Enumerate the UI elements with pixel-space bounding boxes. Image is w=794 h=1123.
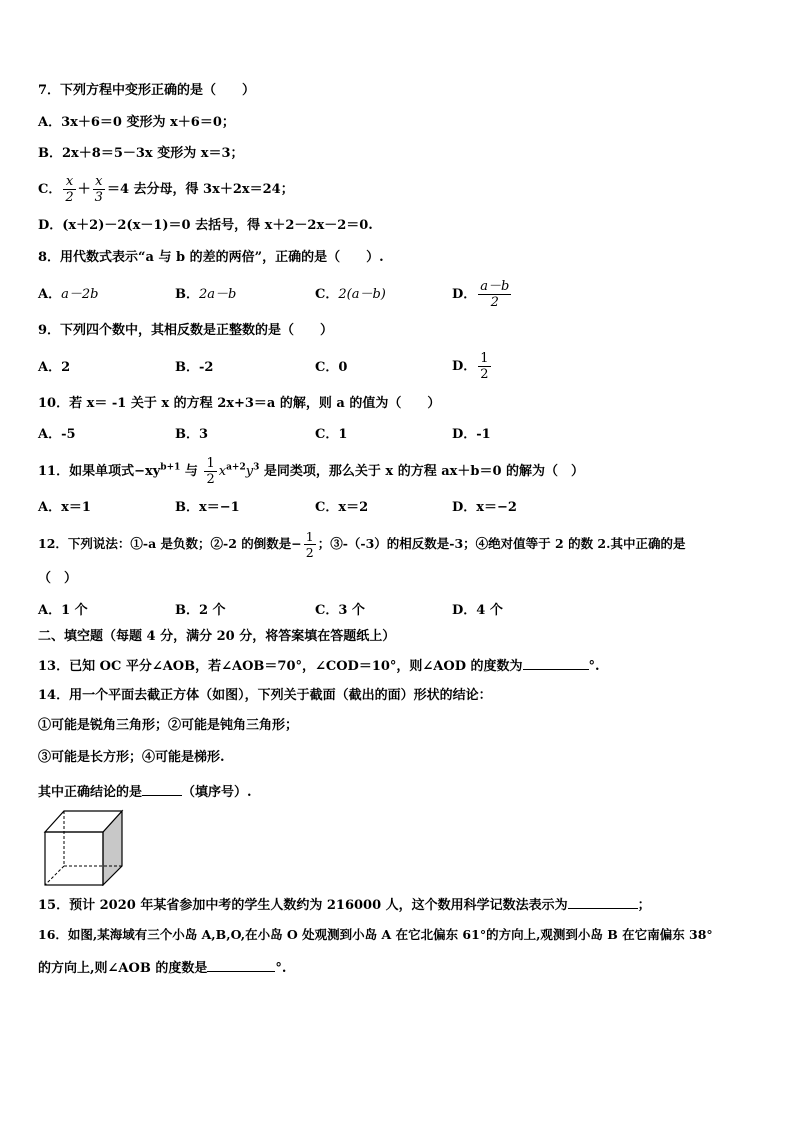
numerator: 1 bbox=[480, 351, 489, 366]
question-14-line-2: ③可能是长方形；④可能是梯形. bbox=[38, 750, 225, 765]
fraction bbox=[63, 174, 75, 205]
option-expression: 2(a－b) bbox=[338, 287, 386, 302]
fraction bbox=[93, 174, 105, 205]
stem-text: 其中正确结论的是 bbox=[38, 785, 143, 800]
option-text: ＝4 去分母，得 3x＋2x＝24； bbox=[106, 182, 294, 197]
question-11-option-c: C．x＝2 bbox=[315, 500, 369, 515]
exponent: a+2 bbox=[226, 462, 246, 473]
question-7-stem: 7．下列方程中变形正确的是（ ） bbox=[38, 83, 256, 98]
cube-front-face bbox=[45, 832, 103, 885]
stem-text: °. bbox=[275, 961, 287, 976]
fraction bbox=[478, 279, 511, 310]
question-11-option-b: B．x＝−1 bbox=[175, 500, 240, 515]
question-16-line-1: 16．如图,某海域有三个小岛 A,B,O,在小岛 O 处观测到小岛 A 在它北偏东 61°的方向上,观测到小岛 B 在它南偏东 38° bbox=[38, 927, 713, 942]
answer-blank[interactable] bbox=[142, 782, 182, 796]
question-10-stem: 10．若 x＝ -1 关于 x 的方程 2x+3＝a 的解，则 a 的值为（ ） bbox=[38, 396, 441, 411]
question-10-option-b: B．3 bbox=[175, 427, 209, 442]
question-11-stem bbox=[38, 456, 584, 487]
denominator: 2 bbox=[65, 190, 74, 205]
fraction bbox=[304, 529, 316, 560]
question-15 bbox=[38, 895, 651, 914]
answer-blank[interactable] bbox=[523, 656, 589, 670]
numerator: x bbox=[65, 174, 74, 189]
stem-text: ；③-（-3）的相反数是-3；④绝对值等于 2 的数 2.其中正确的是 bbox=[317, 536, 686, 551]
question-16-line-2 bbox=[38, 958, 286, 977]
section-2-title: 二、填空题（每题 4 分，满分 20 分，将答案填在答题纸上） bbox=[38, 629, 396, 644]
numerator: 1 bbox=[206, 456, 215, 471]
answer-blank[interactable] bbox=[568, 895, 638, 909]
question-12-option-c: C．3 个 bbox=[315, 603, 365, 618]
variable: y bbox=[245, 464, 254, 479]
question-11-option-d: D．x＝−2 bbox=[452, 500, 517, 515]
option-label: C． bbox=[38, 182, 62, 197]
question-8-option-c bbox=[315, 287, 386, 303]
stem-text: 12．下列说法：①-a 是负数；②-2 的倒数是− bbox=[38, 536, 302, 551]
numerator: 1 bbox=[305, 529, 314, 544]
question-13 bbox=[38, 656, 600, 675]
question-10-option-a: A．-5 bbox=[38, 427, 76, 442]
option-label: C． bbox=[315, 287, 339, 302]
stem-text: 13．已知 OC 平分∠AOB，若∠AOB＝70°，∠COD＝10°，则∠AOD 的度数为 bbox=[38, 659, 523, 674]
stem-text: 15．预计 2020 年某省参加中考的学生人数约为 216000 人，这个数用科学记数法表示为 bbox=[38, 898, 568, 913]
option-label: A． bbox=[38, 287, 62, 302]
exponent: b+1 bbox=[160, 462, 181, 473]
numerator: a－b bbox=[480, 279, 510, 294]
question-14-stem: 14．用一个平面去截正方体（如图），下列关于截面（截出的面）形状的结论： bbox=[38, 688, 492, 703]
question-11-option-a: A．x＝1 bbox=[38, 500, 91, 515]
question-7-option-d: D．(x＋2)－2(x－1)＝0 去括号，得 x＋2－2x－2＝0. bbox=[38, 218, 373, 233]
cube-hidden-edge bbox=[45, 866, 64, 885]
stem-text: 的方向上,则∠AOB 的度数是 bbox=[38, 961, 208, 976]
fraction bbox=[478, 351, 490, 382]
question-12-option-a: A．1 个 bbox=[38, 603, 88, 618]
denominator: 2 bbox=[478, 294, 511, 310]
question-9-stem: 9．下列四个数中，其相反数是正整数的是（ ） bbox=[38, 323, 334, 338]
option-label: D． bbox=[452, 359, 477, 374]
question-8-option-a bbox=[38, 287, 98, 303]
option-label: B． bbox=[175, 287, 199, 302]
option-label: D． bbox=[452, 287, 477, 302]
exponent: 3 bbox=[253, 462, 260, 473]
question-7-option-a: A．3x＋6＝0 变形为 x＋6＝0； bbox=[38, 115, 235, 130]
question-10-option-c: C．1 bbox=[315, 427, 348, 442]
cube-figure bbox=[43, 808, 125, 886]
denominator: 2 bbox=[480, 367, 489, 382]
answer-blank[interactable] bbox=[207, 958, 275, 972]
option-expression: 2a－b bbox=[199, 287, 237, 302]
variable: x bbox=[218, 464, 227, 479]
question-8-stem: 8．用代数式表示“a 与 b 的差的两倍”，正确的是（ ）. bbox=[38, 250, 384, 265]
option-expression: a－2b bbox=[61, 287, 99, 302]
question-12-paren: （ ） bbox=[38, 571, 78, 586]
numerator: x bbox=[95, 174, 103, 189]
stem-text: 是同类项，那么关于 x 的方程 ax＋b＝0 的解为（ ） bbox=[259, 464, 585, 479]
question-9-option-b: B．-2 bbox=[175, 360, 214, 375]
question-9-option-d bbox=[452, 351, 493, 382]
question-14-line-3 bbox=[38, 782, 252, 801]
denominator: 2 bbox=[305, 545, 314, 560]
question-14-line-1: ①可能是锐角三角形；②可能是钝角三角形； bbox=[38, 718, 299, 733]
stem-text: °. bbox=[588, 659, 600, 674]
stem-text: 与 bbox=[180, 464, 203, 479]
stem-text: （填序号）. bbox=[182, 785, 252, 800]
fraction bbox=[204, 456, 216, 487]
plus-sign: ＋ bbox=[77, 182, 91, 197]
question-7-option-b: B．2x＋8＝5－3x 变形为 x＝3； bbox=[38, 146, 244, 161]
question-8-option-d bbox=[452, 279, 513, 310]
stem-text: 11．如果单项式−xy bbox=[38, 464, 161, 479]
stem-text: ； bbox=[637, 898, 651, 913]
question-12-option-d: D．4 个 bbox=[452, 603, 503, 618]
question-12-stem bbox=[38, 529, 685, 560]
denominator: 3 bbox=[94, 190, 103, 205]
question-9-option-a: A．2 bbox=[38, 360, 71, 375]
question-9-option-c: C．0 bbox=[315, 360, 348, 375]
question-7-option-c bbox=[38, 174, 294, 205]
question-8-option-b bbox=[175, 287, 236, 303]
question-12-option-b: B．2 个 bbox=[175, 603, 226, 618]
denominator: 2 bbox=[206, 472, 215, 487]
question-10-option-d: D．-1 bbox=[452, 427, 491, 442]
